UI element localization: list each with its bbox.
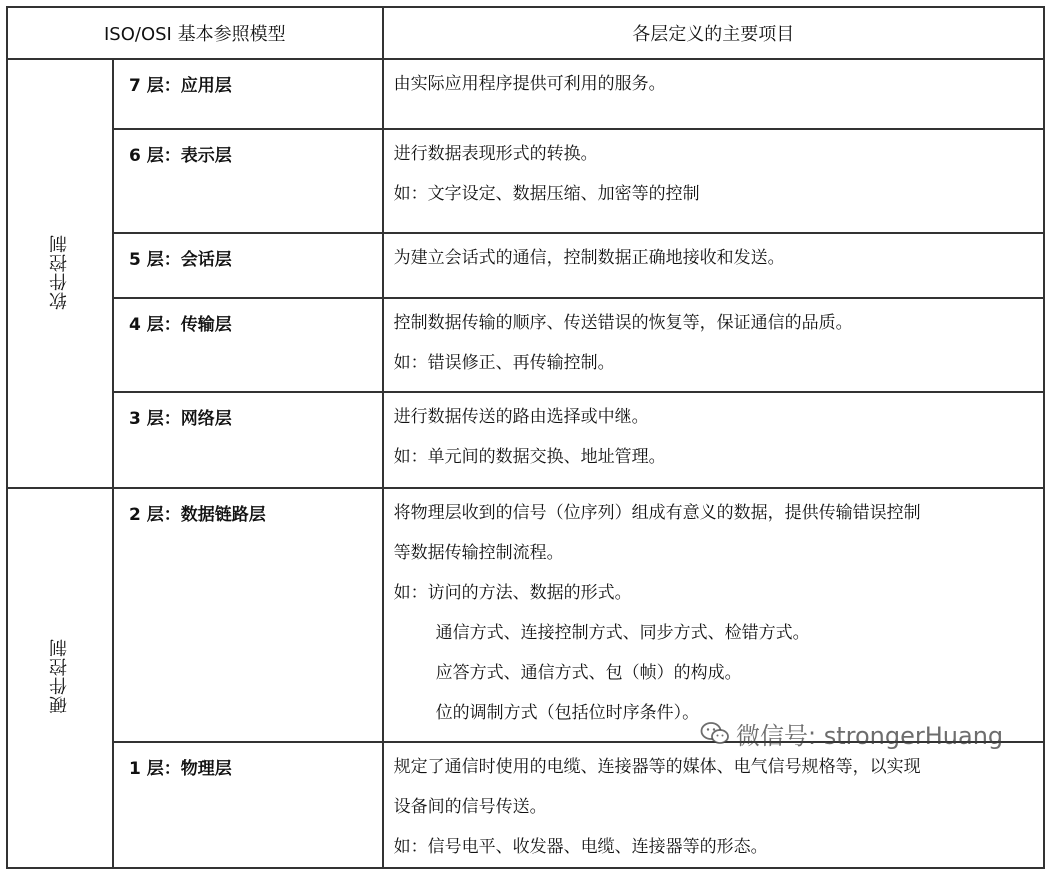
description-line: 应答方式、通信方式、包（帧）的构成。	[435, 663, 742, 683]
description-line: 如：文字设定、数据压缩、加密等的控制	[393, 184, 700, 204]
wechat-icon	[700, 721, 730, 747]
description-line: 位的调制方式（包括位时序条件）。	[435, 703, 700, 723]
description-line: 将物理层收到的信号（位序列）组成有意义的数据，提供传输错误控制	[393, 503, 921, 523]
layer-description	[383, 233, 1044, 298]
layer-description	[383, 59, 1044, 129]
table-row	[7, 59, 1044, 129]
description-line: 进行数据传送的路由选择或中继。	[393, 407, 649, 427]
header-row	[7, 7, 1044, 59]
table-row	[7, 392, 1044, 488]
layer-name: 7 层：应用层	[113, 59, 383, 129]
description-line: 通信方式、连接控制方式、同步方式、检错方式。	[435, 623, 810, 643]
layer-description	[383, 742, 1044, 868]
description-line: 如：访问的方法、数据的形式。	[393, 583, 632, 603]
description-line: 规定了通信时使用的电缆、连接器等的媒体、电气信号规格等，以实现	[393, 757, 921, 777]
table-row	[7, 488, 1044, 742]
layer-description	[383, 129, 1044, 233]
header-definition: 各层定义的主要项目	[383, 7, 1044, 59]
header-model: ISO/OSI 基本参照模型	[7, 7, 383, 59]
layer-name: 6 层：表示层	[113, 129, 383, 233]
table-row	[7, 298, 1044, 392]
group-software	[7, 59, 113, 488]
layer-name: 3 层：网络层	[113, 392, 383, 488]
table-row	[7, 233, 1044, 298]
description-line: 等数据传输控制流程。	[393, 543, 564, 563]
description-line: 控制数据传输的顺序、传送错误的恢复等，保证通信的品质。	[393, 313, 853, 333]
table-row	[7, 129, 1044, 233]
layer-description	[383, 298, 1044, 392]
table-row	[7, 742, 1044, 868]
wechat-watermark	[700, 716, 1003, 751]
description-line: 由实际应用程序提供可利用的服务。	[393, 74, 666, 94]
description-line: 如：错误修正、再传输控制。	[393, 353, 615, 373]
description-line: 设备间的信号传送。	[393, 797, 547, 817]
layer-name: 5 层：会话层	[113, 233, 383, 298]
group-hardware	[7, 488, 113, 868]
group-hardware-label: 硬件控制	[49, 638, 70, 714]
layer-description	[383, 392, 1044, 488]
description-line: 如：单元间的数据交换、地址管理。	[393, 447, 666, 467]
description-line: 为建立会话式的通信，控制数据正确地接收和发送。	[393, 248, 785, 268]
layer-name: 2 层：数据链路层	[113, 488, 383, 742]
group-software-label: 软件控制	[49, 233, 70, 310]
layer-name: 4 层：传输层	[113, 298, 383, 392]
layer-name: 1 层：物理层	[113, 742, 383, 868]
watermark-text: 微信号: strongerHuang	[736, 722, 1004, 750]
description-line: 如：信号电平、收发器、电缆、连接器等的形态。	[393, 837, 768, 857]
description-line: 进行数据表现形式的转换。	[393, 144, 598, 164]
layer-description	[383, 488, 1044, 742]
